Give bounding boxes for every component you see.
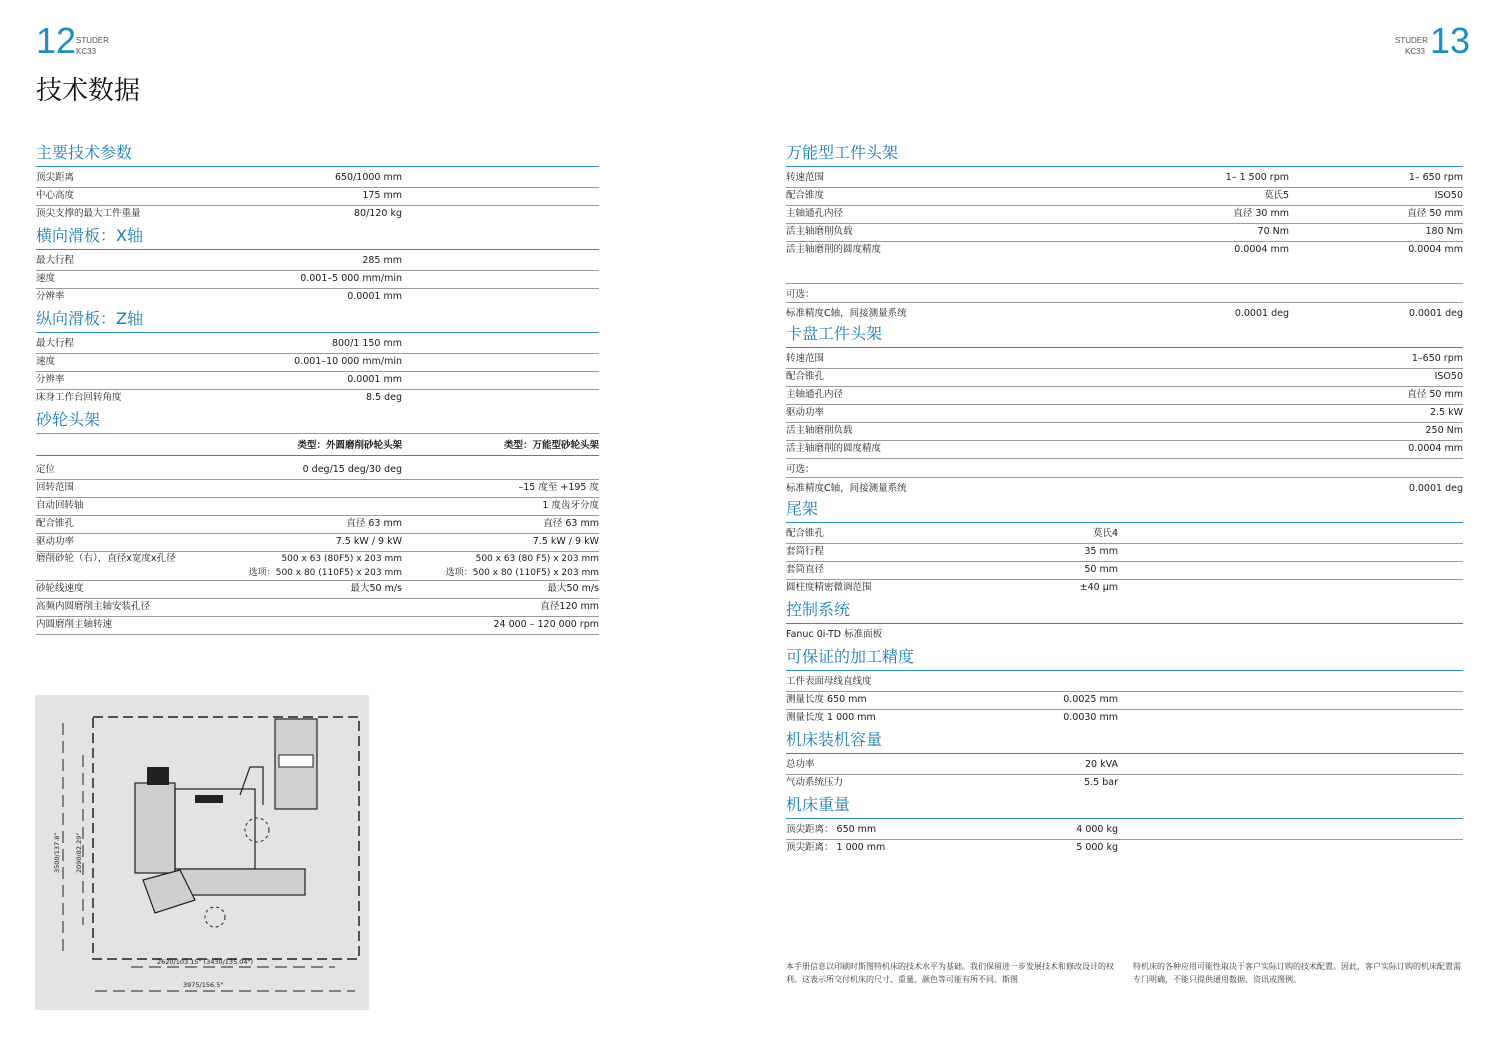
section-chuck-workhead (786, 321, 1463, 496)
table-row (786, 369, 1463, 387)
table-row (786, 775, 1463, 792)
column-headers (36, 437, 599, 456)
row-value: ±40 µm (1079, 582, 1118, 593)
row-value-2: 0.0004 mm (1408, 244, 1463, 255)
row-label: 顶尖距离： 1 000 mm (786, 842, 886, 853)
table-row (786, 544, 1463, 562)
row-label: 配合锥孔 (36, 518, 75, 529)
row-value-2: 0.0001 deg (1408, 308, 1463, 319)
row-value-2: 直径120 mm (540, 601, 599, 612)
table-row (786, 627, 1463, 644)
row-value-1: 最大50 m/s (350, 583, 402, 594)
row-value: 650/1000 mm (334, 172, 402, 183)
row-value: 50 mm (1084, 564, 1118, 575)
optional-label: 可选： (786, 284, 1463, 303)
table-row (36, 289, 599, 306)
row-value: 0.0001 mm (347, 374, 402, 385)
row-label: 顶尖支撑的最大工件重量 (36, 208, 141, 219)
row-label: 工件表面母线直线度 (786, 676, 872, 687)
row-value: 285 mm (362, 255, 402, 266)
row-label: 标准精度C轴，间接测量系统 (786, 483, 907, 494)
table-row (36, 566, 599, 581)
row-label: 标准精度C轴，间接测量系统 (786, 308, 907, 319)
section-title: 主要技术参数 (36, 140, 599, 167)
table-row (786, 692, 1463, 710)
row-value: 0.0030 mm (1063, 712, 1118, 723)
row-label: 主轴通孔内径 (786, 389, 844, 400)
row-value-1: 0.0001 deg (1234, 308, 1289, 319)
row-value-2: 1– 650 rpm (1408, 172, 1463, 183)
table-row (36, 480, 599, 498)
table-row (786, 441, 1463, 459)
table-row (786, 710, 1463, 727)
door-swing (205, 907, 225, 927)
section-title: 砂轮头架 (36, 407, 599, 434)
table-row (786, 405, 1463, 423)
row-label: 磨削砂轮（右），直径x宽度x孔径 (36, 553, 176, 564)
row-label: 速度 (36, 356, 56, 367)
row-value-1: 直径 63 mm (346, 518, 402, 529)
row-label: 定位 (36, 464, 56, 475)
optional-label: 可选： (786, 459, 1463, 478)
row-label: 配合锥度 (786, 190, 825, 201)
table-row (786, 840, 1463, 857)
row-value: 35 mm (1084, 546, 1118, 557)
table-row (786, 170, 1463, 188)
row-value-2: 直径 50 mm (1407, 208, 1463, 219)
row-value: 0.001–5 000 mm/min (300, 273, 402, 284)
row-label: 测量长度 650 mm (786, 694, 867, 705)
dim-height-2: 2090/82.29" (75, 832, 83, 873)
table-row (786, 206, 1463, 224)
table-row (786, 478, 1463, 496)
section-title: 横向滑板：X轴 (36, 223, 599, 250)
row-value: 莫氏4 (1092, 528, 1118, 539)
row-label: 气动系统压力 (786, 777, 844, 788)
row-label: 最大行程 (36, 255, 75, 266)
section-tailstock (786, 496, 1463, 597)
row-value: ISO50 (1434, 371, 1463, 382)
table-row (786, 351, 1463, 369)
table-row (36, 271, 599, 289)
row-label: 圆柱度精密微调范围 (786, 582, 872, 593)
table-row (786, 562, 1463, 580)
section-title: 纵向滑板：Z轴 (36, 306, 599, 333)
cabinet-detail (279, 755, 313, 767)
wheelhead-motor (147, 767, 169, 785)
hose-line (240, 767, 263, 805)
footer-disclaimer-left: 本手册信息以印刷时斯图特机床的技术水平为基础。我们保留进一步发展技术和修改设计的权利。这表示所交付机床的尺寸、重量、颜色等可能有所不同。斯图 (786, 962, 1114, 984)
brand-name: STUDER (76, 36, 109, 45)
table-row (36, 516, 599, 534)
dim-width-2: 3975/156.5" (183, 981, 224, 989)
row-label: 速度 (36, 273, 56, 284)
row-value: 80/120 kg (354, 208, 402, 219)
right-column (786, 140, 1463, 857)
row-value-2: 24 000 – 120 000 rpm (493, 619, 599, 630)
section-title: 控制系统 (786, 597, 1463, 624)
row-label: 分辨率 (36, 374, 65, 385)
row-value-1: 500 x 63 (80F5) x 203 mm (281, 554, 402, 564)
table-row (36, 206, 599, 223)
row-label: 驱动功率 (36, 536, 75, 547)
dim-height-1: 3500/137.8" (53, 832, 61, 873)
row-label: 配合锥孔 (786, 371, 825, 382)
row-value: 2.5 kW (1429, 407, 1463, 418)
row-label: 活主轴磨削的圆度精度 (786, 443, 882, 454)
section-weight (786, 792, 1463, 857)
row-value: 5 000 kg (1076, 842, 1118, 853)
table-row (786, 423, 1463, 441)
table-row (36, 170, 599, 188)
table-row (786, 387, 1463, 405)
row-value-2: 直径 63 mm (543, 518, 599, 529)
row-value-1: 7.5 kW / 9 kW (335, 536, 402, 547)
row-value-2: 500 x 63 (80 F5) x 203 mm (475, 554, 599, 564)
row-value-1: 70 Nm (1257, 226, 1289, 237)
table-row (36, 534, 599, 552)
machine-layout-drawing (35, 695, 369, 1010)
section-z-axis (36, 306, 599, 407)
row-value: 20 kVA (1085, 759, 1118, 770)
row-value-2: 180 Nm (1425, 226, 1463, 237)
row-value: 0.0001 deg (1408, 483, 1463, 494)
table-row (36, 188, 599, 206)
table-slide (175, 869, 305, 895)
section-control (786, 597, 1463, 644)
table-row (36, 390, 599, 407)
brand-model: KC33 (1404, 47, 1425, 56)
row-label: 高频内圆磨削主轴安装孔径 (36, 601, 151, 612)
row-value-2: 选项：500 x 80 (110F5) x 203 mm (445, 568, 599, 578)
column-header: 类型：万能型砂轮头架 (503, 440, 599, 451)
row-label: 主轴通孔内径 (786, 208, 844, 219)
dim-width-1: 2620/103.15" (3430/135.04") (157, 958, 254, 966)
row-value-2: 1 度齿牙分度 (542, 500, 599, 511)
left-column (36, 140, 599, 635)
table-row (786, 674, 1463, 692)
section-title: 尾架 (786, 496, 1463, 523)
section-wheelhead (36, 407, 599, 635)
row-label: 顶尖距离 (36, 172, 75, 183)
table-row (36, 498, 599, 516)
row-value: 1–650 rpm (1411, 353, 1463, 364)
row-value: 0.0025 mm (1063, 694, 1118, 705)
table-row (786, 188, 1463, 206)
section-main-params (36, 140, 599, 223)
row-label: 活主轴磨削负载 (786, 425, 853, 436)
table-row (786, 822, 1463, 840)
section-title: 机床重量 (786, 792, 1463, 819)
row-label: 活主轴磨削负载 (786, 226, 853, 237)
bed-detail (195, 795, 223, 803)
table-row (36, 552, 599, 566)
table-row (36, 354, 599, 372)
row-label: 床身工作台回转角度 (36, 392, 122, 403)
section-accuracy (786, 644, 1463, 727)
table-row (36, 581, 599, 599)
row-value: 4 000 kg (1076, 824, 1118, 835)
section-title: 机床装机容量 (786, 727, 1463, 754)
table-row (786, 580, 1463, 597)
row-value-1: 1– 1 500 rpm (1225, 172, 1289, 183)
door-swing (245, 818, 269, 842)
row-value-1: 0.0004 mm (1234, 244, 1289, 255)
row-value-2: –15 度至 +195 度 (518, 482, 599, 493)
table-row (786, 242, 1463, 259)
brand-left (76, 35, 109, 57)
row-label: 转速范围 (786, 353, 825, 364)
row-label: 最大行程 (36, 338, 75, 349)
table-row (786, 757, 1463, 775)
brand-right (1395, 35, 1428, 57)
row-value-1: 直径 30 mm (1233, 208, 1289, 219)
page-number-right: 13 (1430, 20, 1471, 61)
row-value-1: 0 deg/15 deg/30 deg (302, 464, 402, 475)
table-row (36, 617, 599, 635)
spacer (786, 259, 1463, 284)
row-value-1: 莫氏5 (1263, 190, 1289, 201)
row-value: 0.0001 mm (347, 291, 402, 302)
section-title: 可保证的加工精度 (786, 644, 1463, 671)
row-label: 砂轮线速度 (36, 583, 84, 594)
row-value: 0.0004 mm (1408, 443, 1463, 454)
floor-plan-svg (35, 695, 369, 1010)
row-label: 测量长度 1 000 mm (786, 712, 876, 723)
row-label: 内圆磨削主轴转速 (36, 619, 113, 630)
row-label: 总功率 (786, 759, 815, 770)
table-row (786, 224, 1463, 242)
row-label: 驱动功率 (786, 407, 825, 418)
column-header: 类型：外圆磨削砂轮头架 (297, 440, 402, 451)
page-title: 技术数据 (36, 76, 141, 106)
row-label: 套筒直径 (786, 564, 825, 575)
row-value-1: 选项：500 x 80 (110F5) x 203 mm (248, 568, 402, 578)
section-title: 万能型工件头架 (786, 140, 1463, 167)
table-row (36, 372, 599, 390)
row-value: 直径 50 mm (1407, 389, 1463, 400)
row-label: 活主轴磨削的圆度精度 (786, 244, 882, 255)
row-value: 5.5 bar (1084, 777, 1118, 788)
row-label: 自动回转轴 (36, 500, 84, 511)
row-label: 中心高度 (36, 190, 75, 201)
section-x-axis (36, 223, 599, 306)
table-row (786, 526, 1463, 544)
brand-model: KC33 (76, 47, 97, 56)
row-label: 回转范围 (36, 482, 75, 493)
row-label: 转速范围 (786, 172, 825, 183)
row-value: 250 Nm (1425, 425, 1463, 436)
row-label: 顶尖距离： 650 mm (786, 824, 877, 835)
footprint-outline (93, 717, 359, 959)
table-row (36, 462, 599, 480)
section-universal-workhead (786, 140, 1463, 321)
row-value-2: 7.5 kW / 9 kW (532, 536, 599, 547)
row-value: 800/1 150 mm (331, 338, 402, 349)
section-capacity (786, 727, 1463, 792)
row-value: 175 mm (362, 190, 402, 201)
row-value: 0.001–10 000 mm/min (294, 356, 402, 367)
row-value-2: 最大50 m/s (547, 583, 599, 594)
section-title: 卡盘工件头架 (786, 321, 1463, 348)
brand-name: STUDER (1395, 36, 1428, 45)
row-label: Fanuc 0i-TD 标准面板 (786, 629, 883, 640)
row-label: 套筒行程 (786, 546, 825, 557)
row-label: 分辨率 (36, 291, 65, 302)
page-number-left: 12 (36, 20, 77, 61)
table-row (786, 303, 1463, 321)
footer-disclaimer-right: 特机床的各种应用可能性取决于客户实际订购的技术配置。因此，客户实际订购的机床配置需专门明确，不能只提供通用数据、资讯或图例。 (1133, 962, 1461, 984)
wheelhead-body (135, 783, 175, 873)
row-label: 配合锥孔 (786, 528, 825, 539)
table-row (36, 253, 599, 271)
row-value: 8.5 deg (365, 392, 402, 403)
row-value-2: ISO50 (1434, 190, 1463, 201)
table-row (36, 599, 599, 617)
table-row (36, 336, 599, 354)
